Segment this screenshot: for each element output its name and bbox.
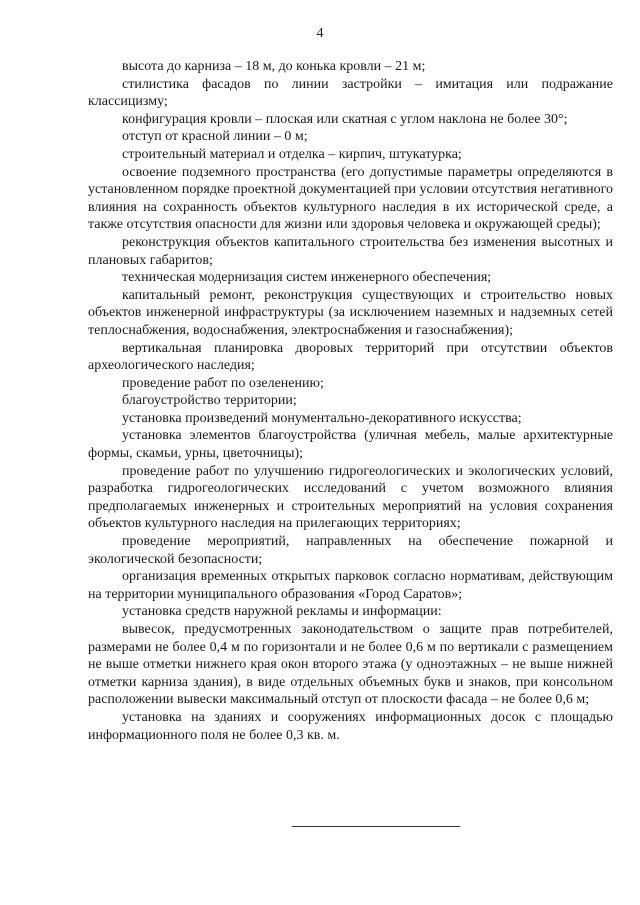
paragraph: вертикальная планировка дворовых территорий при отсутствии объектов археологического наследия; — [88, 340, 613, 374]
paragraph: капитальный ремонт, реконструкция существующих и строительство новых объектов инженерной инфраструктуры (за исключением наземных и надземных сетей теплоснабжения, водоснабжения, электроснабжения и газоснабжения); — [88, 287, 613, 338]
paragraph: реконструкция объектов капитального строительства без изменения высотных и плановых габаритов; — [88, 234, 613, 268]
paragraph: проведение работ по озеленению; — [122, 375, 324, 391]
paragraph: вывесок, предусмотренных законодательством о защите прав потребителей, размерами не более 0,4 м по горизонтали и не более 0,6 м по вертикали с размещением не выше отметки нижнего края окон второго этажа (у одноэтажных – не выше нижней отметки карниза здания), в виде отдельных объемных букв и знаков, при консольном расположении вывески максимальный отступ от плоскости фасада – не более 0,6 м; — [88, 622, 613, 708]
paragraph: установка средств наружной рекламы и информации: — [122, 604, 442, 620]
paragraph: отступ от красной линии – 0 м; — [122, 129, 308, 145]
paragraph: установка на зданиях и сооружениях информационных досок с площадью информационного поля не более 0,3 кв. м. — [88, 709, 613, 743]
closing-rule — [292, 826, 460, 827]
paragraph: техническая модернизация систем инженерного обеспечения; — [122, 270, 492, 286]
paragraph: освоение подземного пространства (его допустимые параметры определяются в установленном порядке проектной документацией при условии отсутствия негативного влияния на сохранность объектов культурного наследия в их исторической среде, а также отсутствия опасности для жизни или здоровья человека и окружающей среды); — [88, 164, 614, 233]
paragraph: высота до карниза – 18 м, до конька кровли – 21 м; — [122, 59, 426, 74]
paragraph: стилистика фасадов по линии застройки – имитация или подражание классицизму; — [88, 76, 613, 110]
document-body — [88, 58, 613, 744]
paragraph: установка элементов благоустройства (уличная мебель, малые архитектурные формы, скамьи, урны, цветочницы); — [88, 428, 613, 462]
paragraph: проведение работ по улучшению гидрогеологических и экологических условий, разработка гидрогеологических исследований с учетом возможного влияния предполагаемых инженерных и строительных мероприятий на условия сохранения объектов культурного наследия на прилегающих территориях; — [88, 463, 613, 532]
paragraph: установка произведений монументально-декоративного искусства; — [122, 410, 522, 426]
paragraph: строительный материал и отделка – кирпич, штукатурка; — [122, 146, 462, 162]
page-number: 4 — [316, 26, 324, 41]
paragraph: конфигурация кровли – плоская или скатная с углом наклона не более 30°; — [122, 111, 568, 127]
paragraph: организация временных открытых парковок согласно нормативам, действующим на территории муниципального образования «Город Саратов»; — [88, 569, 613, 602]
paragraph: благоустройство территории; — [122, 393, 297, 409]
paragraph: проведение мероприятий, направленных на обеспечение пожарной и экологической безопасности; — [88, 534, 613, 567]
